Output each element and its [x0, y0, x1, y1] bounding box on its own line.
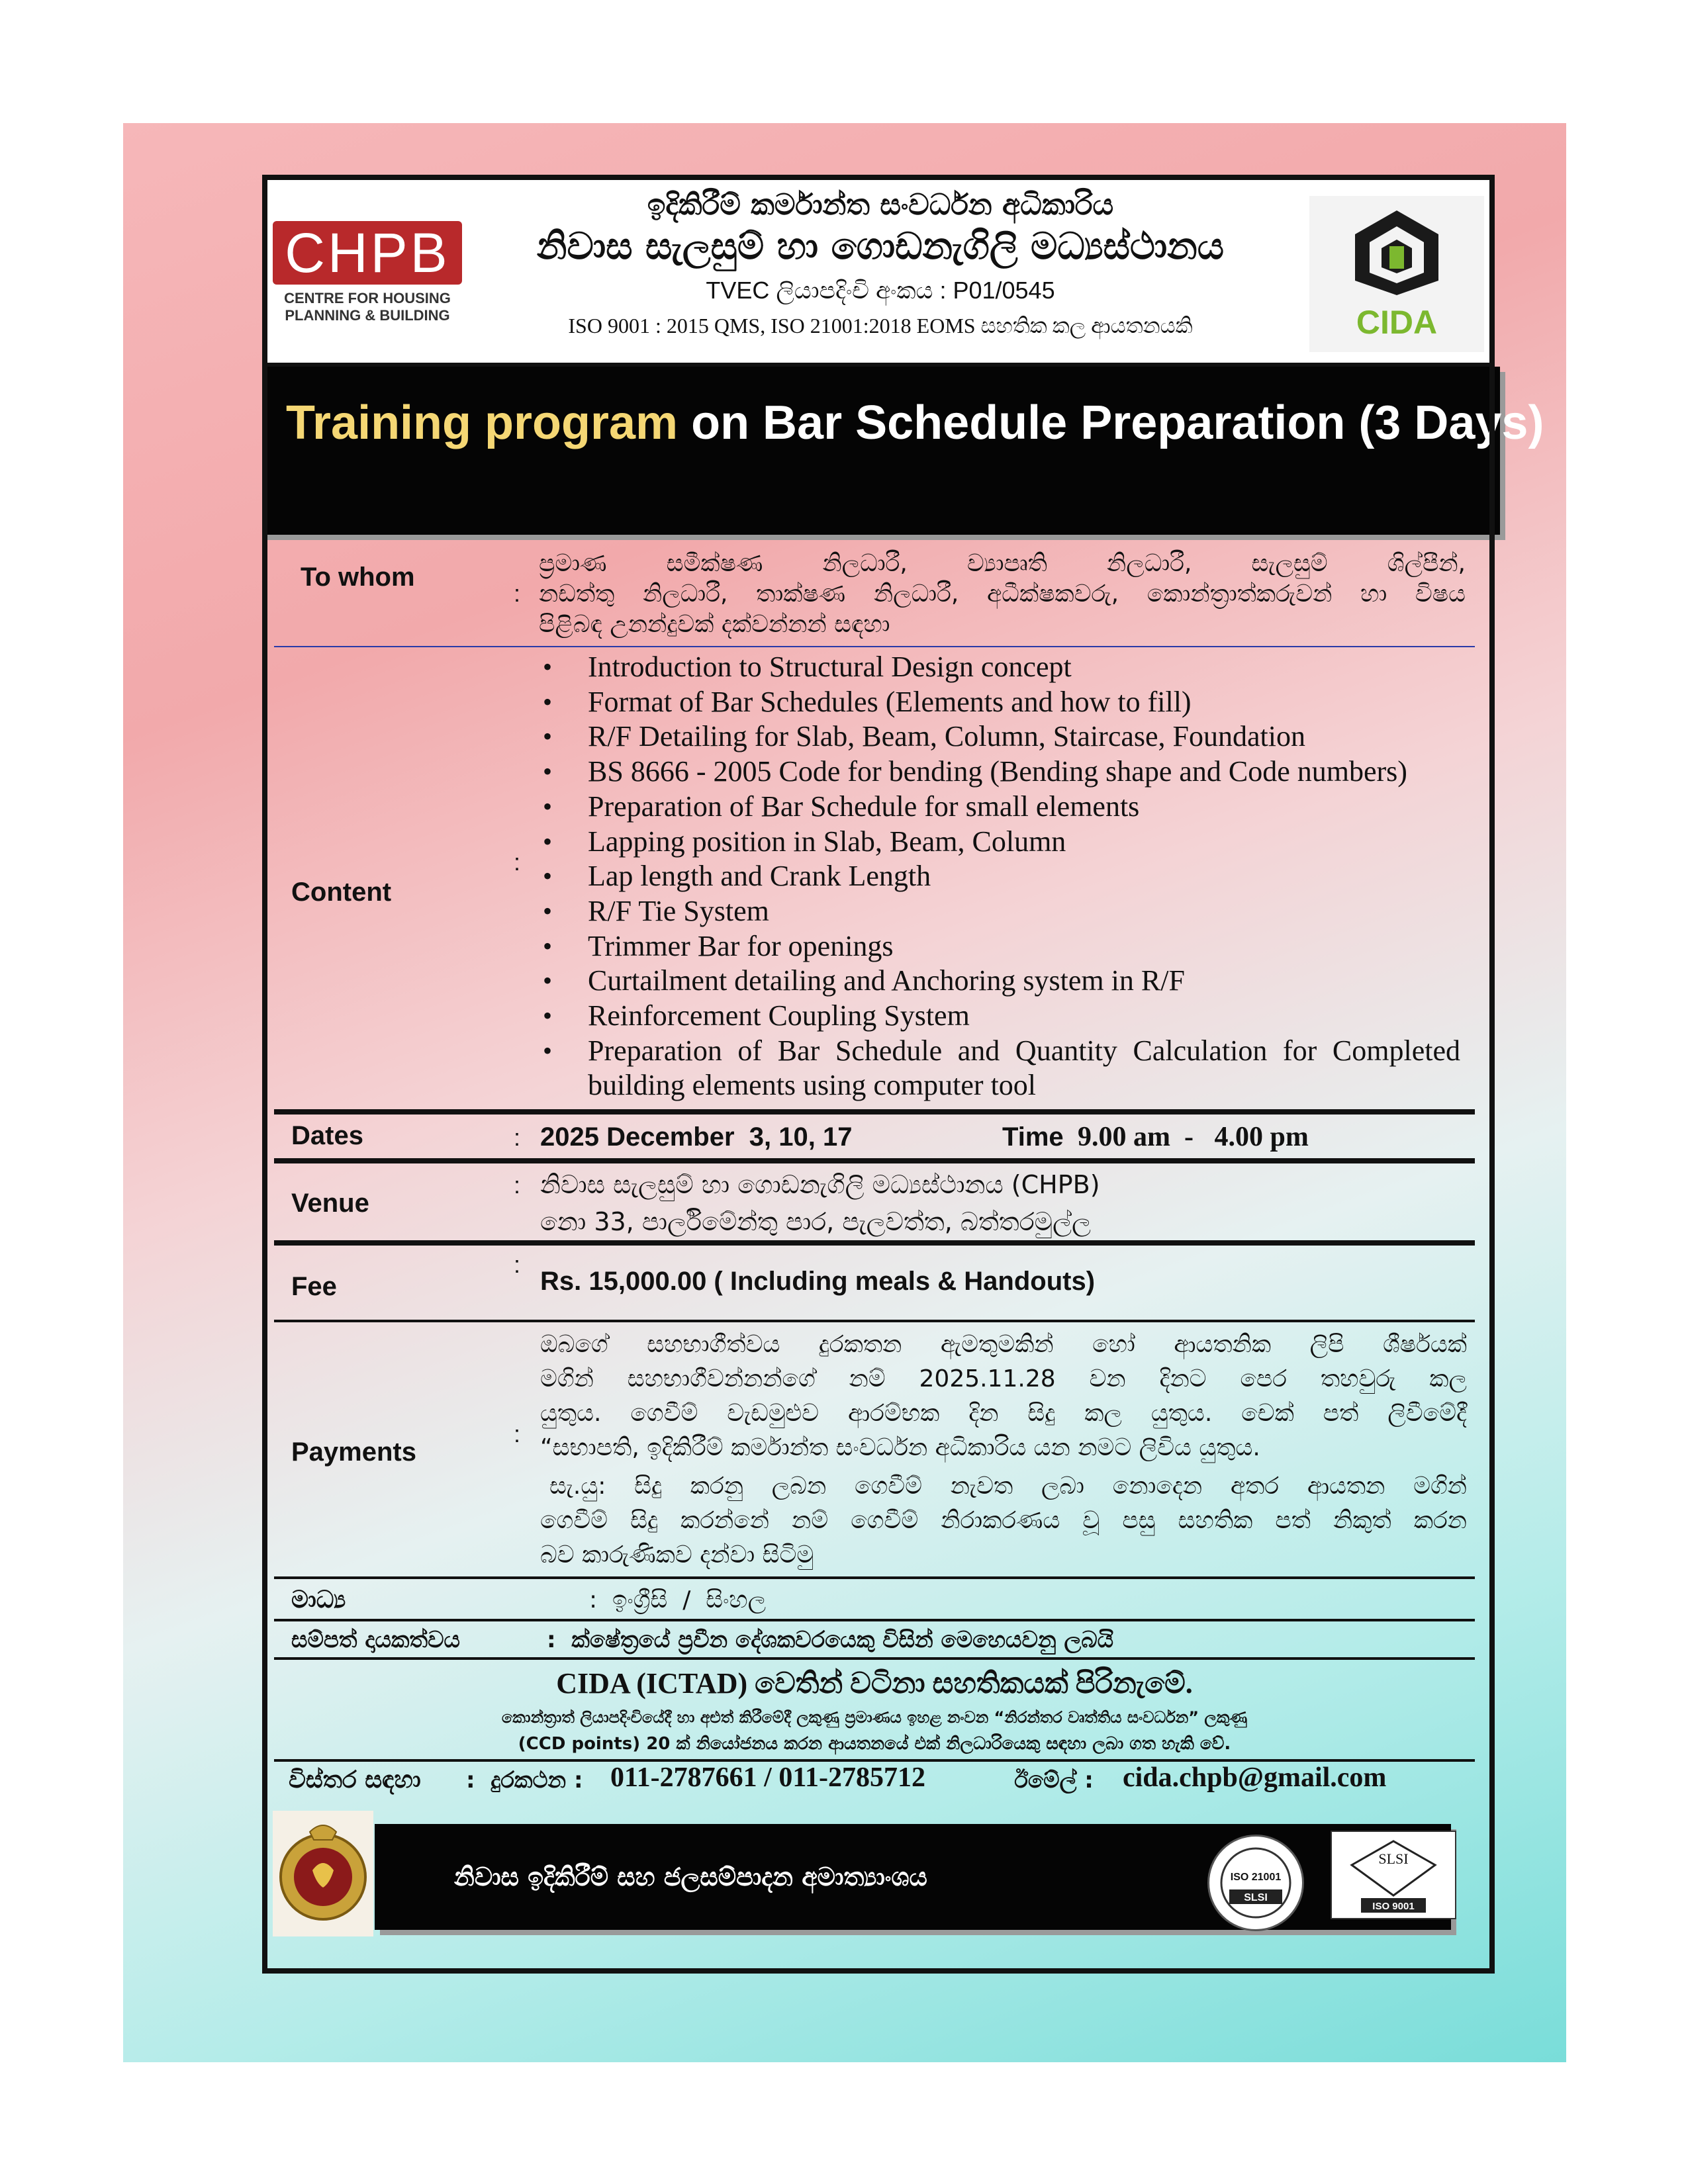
content-item: • Trimmer Bar for openings — [540, 929, 1460, 964]
slsi-badge-text: SLSI — [1378, 1850, 1409, 1867]
payments-line4: “සභාපති, ඉදිකිරීම් කර්මාන්ත සංවර්ධන අධිකාරිය යන නමට ලිවිය යුතුය. — [540, 1434, 1260, 1461]
authority-name: ඉදිකිරීම් කර්මාන්ත සංවර්ධන අධිකාරිය — [647, 188, 1114, 222]
title-rest: on Bar Schedule Preparation (3 Days) — [678, 396, 1544, 449]
medium-label: මාධ්‍ය — [291, 1586, 346, 1614]
certificate-headline: CIDA (ICTAD) වෙතින් වටිනා සහතිකයක් පිරිනැමේ. — [556, 1667, 1193, 1700]
iso-certification: ISO 9001 : 2015 QMS, ISO 21001:2018 EOMS සහතික කල ආයතනයකි — [568, 314, 1193, 338]
payments-line3: යුතුය. ගෙවීම් වැඩමුළුව ආරම්භක දින සිදු කල යුතුය. චෙක් පත් ලිවීමේදී — [540, 1400, 1467, 1427]
dates-label: Dates — [291, 1121, 363, 1150]
medium-value: : ඉංග්‍රීසි / සිංහල — [589, 1586, 767, 1614]
content-item: • Preparation of Bar Schedule for small elements — [540, 790, 1460, 825]
to-whom-line1: ප්‍රමාණ සමීක්ෂණ නිලධාරී, ව්‍යාපෘති නිලධාරී, සැලසුම් ශිල්පීන්, — [539, 550, 1466, 577]
payments-label: Payments — [291, 1437, 416, 1467]
content-item: • Introduction to Structural Design concept — [540, 650, 1460, 685]
content-item: • Format of Bar Schedules (Elements and how to fill) — [540, 685, 1460, 720]
content-label: Content — [291, 878, 392, 907]
content-colon: : — [514, 848, 521, 876]
venue-colon: : — [514, 1171, 521, 1199]
tvec-registration: TVEC ලියාපදිංචි අංකය : P01/0545 — [706, 277, 1055, 304]
cida-logo-text: CIDA — [1356, 304, 1438, 341]
content-item: • R/F Detailing for Slab, Beam, Column, Staircase, Foundation — [540, 719, 1460, 754]
ministry-name: නිවාස ඉදිකිරීම් සහ ජලසම්පාදන අමාත්‍යාංශය — [454, 1862, 927, 1891]
phone-number[interactable]: 011-2787661 / 011-2785712 — [610, 1762, 926, 1793]
payments-colon: : — [514, 1420, 521, 1447]
content-item: • Lapping position in Slab, Beam, Column — [540, 825, 1460, 860]
certificate-note-line2: (CCD points) 20 ක් නියෝජනය කරන ආයතනයේ එක් නිලධාරියෙකු සඳහා ලබා ගත හැකි වේ. — [518, 1734, 1231, 1754]
time-label: Time — [1002, 1122, 1064, 1152]
content-item: • Reinforcement Coupling System — [540, 999, 1460, 1034]
dates-colon: : — [514, 1124, 521, 1151]
poster-frame — [262, 175, 1495, 1974]
to-whom-line3: පිළිබඳ උනන්දුවක් දක්වන්නන් සඳහා — [539, 611, 890, 638]
iso-badge-subtext: SLSI — [1244, 1892, 1268, 1903]
title-accent: Training program — [286, 396, 679, 449]
payments-note-line1: සැ.යු: සිදු කරනු ලබන ගෙවීම් නැවත ලබා නොදෙන අතර ආයතන මගින් — [549, 1473, 1467, 1500]
iso-badge-text: ISO 21001 — [1230, 1872, 1282, 1883]
content-item: • R/F Tie System — [540, 894, 1460, 929]
content-item: • BS 8666 - 2005 Code for bending (Bending shape and Code numbers) — [540, 754, 1460, 790]
to-whom-line2: නඩත්තු නිලධාරී, තාක්ෂණ නිලධාරී, අධීක්ෂකවරු, කොන්ත්‍රාත්කරුවන් හා විෂය — [539, 580, 1466, 608]
content-item: • Lap length and Crank Length — [540, 859, 1460, 894]
fee-colon: : — [514, 1251, 521, 1278]
phone-label: : දුරකථන : — [466, 1767, 583, 1794]
email-address[interactable]: cida.chpb@gmail.com — [1123, 1762, 1387, 1793]
content-item: • Preparation of Bar Schedule and Quantity Calculation for Completed building elements using computer tool — [540, 1034, 1460, 1103]
payments-line1: ඔබගේ සහභාගීත්වය දුරකතන ඇමතුමකින් හෝ ආයතනික ලිපි ශීර්ෂයක් — [540, 1331, 1467, 1358]
time-value: 9.00 am - 4.00 pm — [1078, 1122, 1309, 1152]
chpb-subtitle-line2: PLANNING & BUILDING — [285, 307, 450, 324]
slsi-badge-subtext: ISO 9001 — [1372, 1901, 1415, 1912]
contact-label: විස්තර සඳහා — [289, 1766, 421, 1794]
payments-note-line2: ගෙවීම් සිදු කරන්නේ නම් ගෙවීම් නිරාකරණය වූ පසු සහතික පත් නිකුත් කරන — [540, 1507, 1467, 1534]
to-whom-label: To whom — [301, 563, 415, 592]
chpb-logo-mark: CHPB — [273, 221, 462, 285]
fee-value: Rs. 15,000.00 ( Including meals & Handouts) — [540, 1267, 1096, 1296]
to-whom-colon: : — [514, 580, 521, 607]
centre-name: නිවාස සැලසුම් හා ගොඩනැගිලි මධ්‍යස්ථානය — [537, 225, 1224, 268]
content-item: • Curtailment detailing and Anchoring system in R/F — [540, 964, 1460, 999]
certificate-note-line1: කොන්ත්‍රාත් ලියාපදිංචියේදී හා අළුත් කිරීමේදී ලකුණු ප්‍රමාණය ඉහළ නංවන “නිරන්තර වෘත්තිය සංවර්ධන” ලකුණු — [501, 1708, 1248, 1727]
resource-value: : ක්ෂේත්‍රයේ ප්‍රවීන දේශකවරයෙකු විසින් මෙහෙයවනු ලබයි — [547, 1627, 1114, 1653]
venue-line2: නො 33, පාර්ලිමේන්තු පාර, පැලවත්ත, බත්තරමුල්ල — [540, 1207, 1091, 1236]
payments-note-line3: බව කාරුණිකව දන්වා සිටිමු — [540, 1541, 814, 1569]
email-label: ඊමේල් : — [1014, 1767, 1094, 1794]
dates-value: 2025 December 3, 10, 17 — [540, 1122, 853, 1152]
payments-line2: මගින් සහභාගීවන්නන්ගේ නම් 2025.11.28 වන දිනට පෙර තහවුරු කල — [540, 1365, 1467, 1392]
fee-label: Fee — [291, 1272, 337, 1301]
venue-line1: නිවාස සැලසුම් හා ගොඩනැගිලි මධ්‍යස්ථානය (CHPB) — [540, 1170, 1100, 1199]
chpb-subtitle-line1: CENTRE FOR HOUSING — [284, 290, 451, 306]
venue-label: Venue — [291, 1189, 369, 1218]
resource-label: සම්පත් දායකත්වය — [291, 1627, 461, 1653]
